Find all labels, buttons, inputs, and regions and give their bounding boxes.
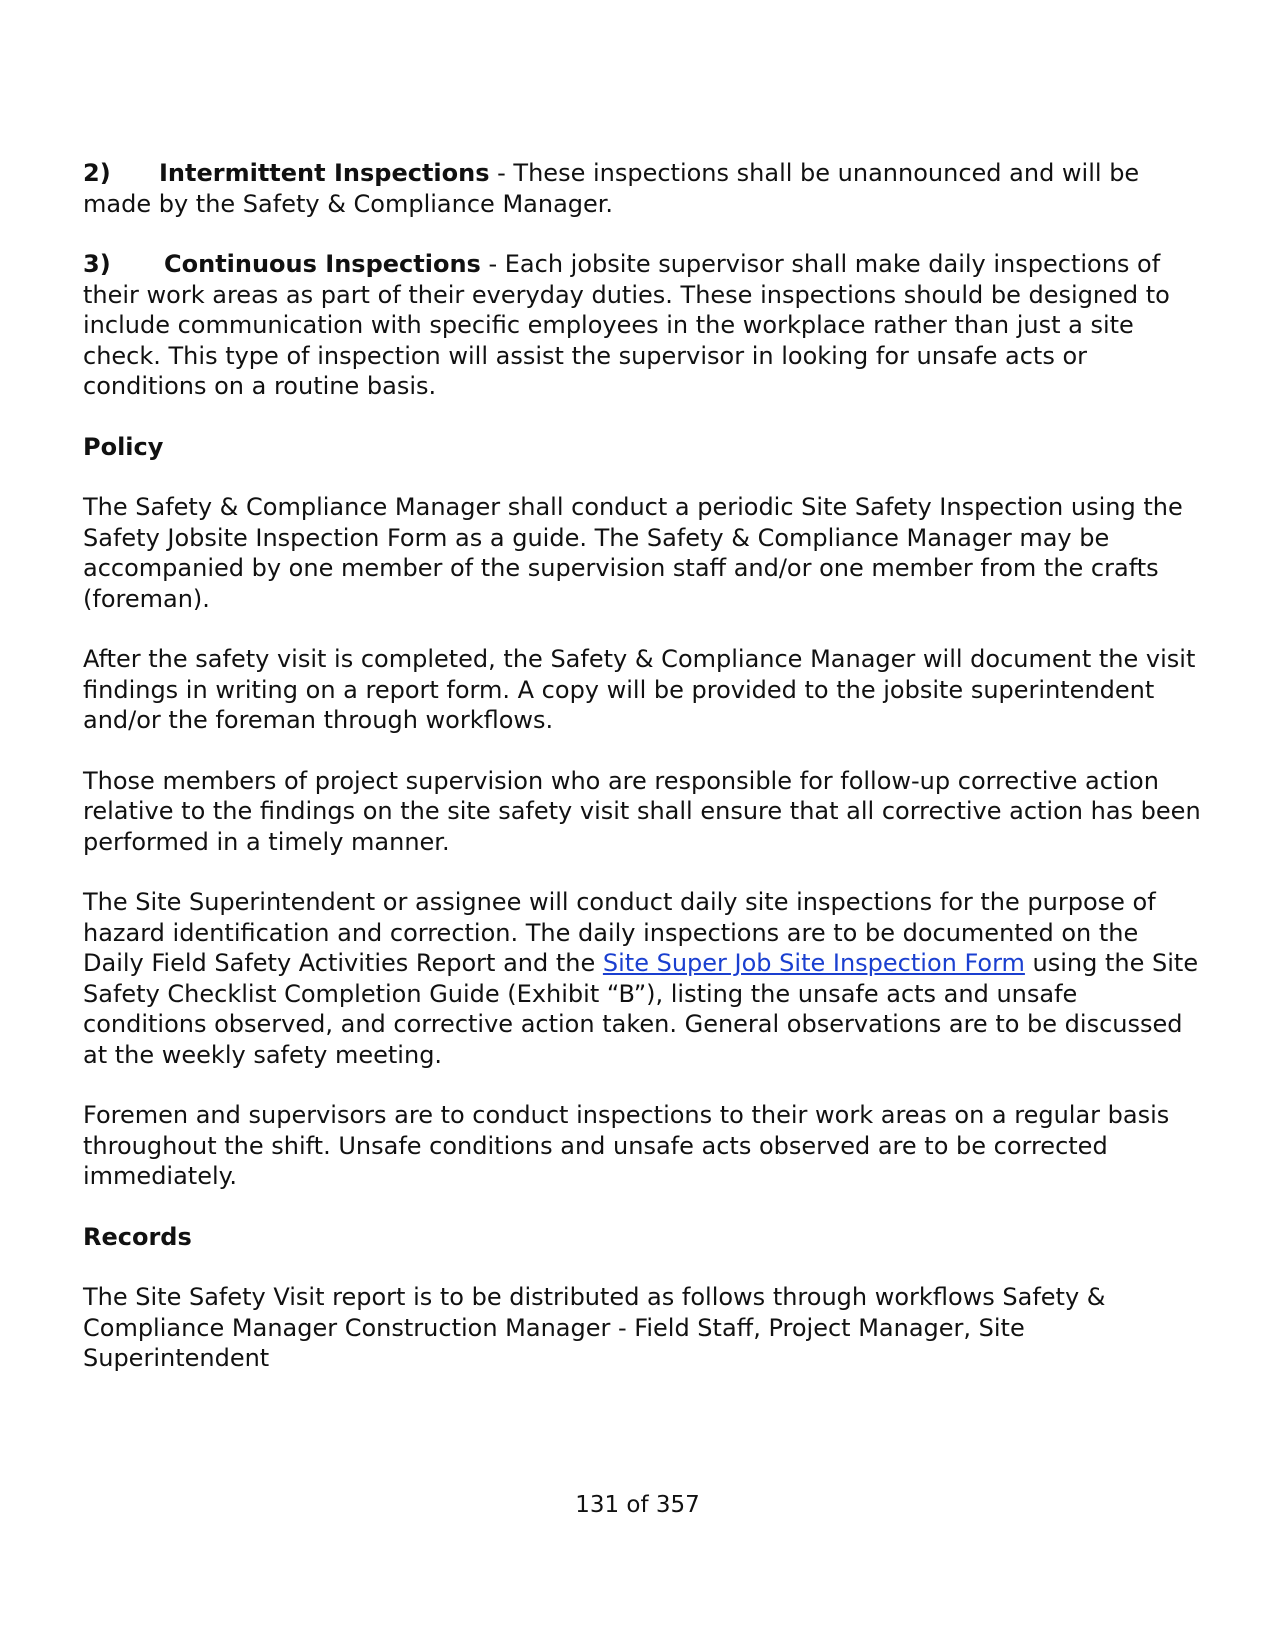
records-paragraph-1: The Site Safety Visit report is to be distributed as follows through workflows Safety & Compliance Manager Construction Manager - Field Staff, Project Manager, Site Superintendent [83, 1283, 1106, 1372]
policy-paragraph-4 [83, 887, 1203, 1070]
document-body [83, 158, 1203, 1404]
item-intermittent-inspections [83, 158, 1203, 219]
policy-paragraph-3: Those members of project supervision who are responsible for follow-up corrective action relative to the findings on the site safety visit shall ensure that all corrective action has been performed in a timely manner. [83, 766, 1201, 856]
policy-paragraph-1: The Safety & Compliance Manager shall conduct a periodic Site Safety Inspection using the Safety Jobsite Inspection Form as a guide. The Safety & Compliance Manager may be accompanied by one member of the supervision staff and/or one member from the crafts (foreman). [83, 493, 1183, 613]
item-term: Continuous Inspections [164, 250, 481, 278]
site-super-inspection-form-link[interactable]: Site Super Job Site Inspection Form [602, 949, 1025, 977]
policy-paragraph-4-text-after: using the Site Safety Checklist Completion Guide (Exhibit “B”), listing the unsafe acts and unsafe conditions observed, and corrective action taken. General observations are to be discussed at the weekly safety meeting. [83, 949, 1199, 1069]
item-number: 3) [83, 250, 111, 278]
item-number: 2) [83, 159, 111, 187]
policy-paragraph-2: After the safety visit is completed, the Safety & Compliance Manager will document the visit findings in writing on a report form. A copy will be provided to the jobsite superintendent and/or the foreman through workflows. [83, 645, 1196, 734]
policy-heading: Policy [83, 432, 164, 461]
records-heading: Records [83, 1222, 192, 1251]
policy-paragraph-4-text-before: The Site Superintendent or assignee will conduct daily site inspections for the purpose of hazard identification and correction. The daily inspections are to be documented on the Daily Field Safety Activities Report and the [83, 888, 1156, 977]
item-text: - Each jobsite supervisor shall make daily inspections of their work areas as part of their everyday duties. These inspections should be designed to include communication with specific employees in the workplace rather than just a site check. This type of inspection will assist the supervisor in looking for unsafe acts or conditions on a routine basis. [83, 250, 1170, 400]
item-text: - These inspections shall be unannounced and will be made by the Safety & Compliance Manager. [83, 159, 1140, 218]
page-number: 131 of 357 [575, 1492, 700, 1518]
item-term: Intermittent Inspections [159, 159, 490, 187]
item-continuous-inspections [83, 249, 1203, 402]
policy-paragraph-5: Foremen and supervisors are to conduct inspections to their work areas on a regular basis throughout the shift. Unsafe conditions and unsafe acts observed are to be corrected immediately. [83, 1101, 1170, 1190]
